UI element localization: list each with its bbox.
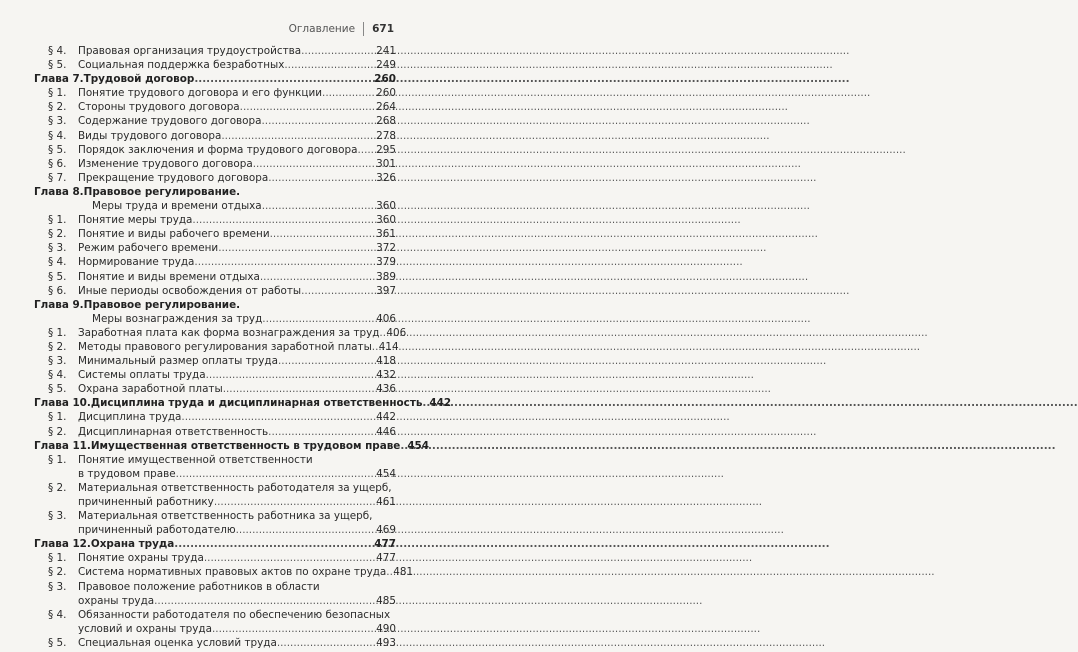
dot-leader <box>218 241 375 255</box>
toc-chapter-entry[interactable] <box>34 185 396 199</box>
entry-page: 469 <box>376 524 396 537</box>
entry-number: § 1. <box>48 87 67 100</box>
dot-leader <box>221 129 375 143</box>
toc-section-entry[interactable] <box>34 58 396 72</box>
toc-section-entry[interactable] <box>34 213 396 227</box>
toc-chapter-entry[interactable] <box>34 312 396 326</box>
toc-section-entry[interactable] <box>34 114 396 128</box>
table-of-contents <box>34 44 452 650</box>
toc-section-entry[interactable] <box>34 622 396 636</box>
dot-leader <box>278 354 375 368</box>
entry-number: § 2. <box>48 566 67 579</box>
entry-page: 372 <box>376 242 396 255</box>
toc-section-entry[interactable] <box>34 255 396 269</box>
entry-title: в трудовом праве <box>78 467 176 480</box>
entry-page: 301 <box>376 157 396 170</box>
entry-title: Обязанности работодателя по обеспечению безопасных <box>78 608 391 621</box>
header-title: Оглавление <box>288 23 356 35</box>
toc-section-entry[interactable] <box>34 509 396 523</box>
entry-number: § 4. <box>48 369 67 382</box>
toc-section-entry[interactable] <box>34 565 414 579</box>
toc-section-entry[interactable] <box>34 551 396 565</box>
toc-section-entry[interactable] <box>34 580 396 594</box>
entry-page: 361 <box>376 228 396 241</box>
toc-section-entry[interactable] <box>34 100 396 114</box>
entry-number: Глава 8. <box>34 185 84 198</box>
dot-leader <box>212 622 375 636</box>
entry-page: 397 <box>376 284 396 297</box>
entry-number: § 1. <box>48 214 67 227</box>
entry-page: 461 <box>376 496 396 508</box>
entry-title: Системы оплаты труда <box>78 369 206 382</box>
entry-page: 260 <box>374 73 396 86</box>
entry-page: 477 <box>374 538 396 551</box>
entry-page: 264 <box>376 101 396 114</box>
entry-page: 454 <box>376 467 396 480</box>
toc-chapter-entry[interactable] <box>34 199 396 213</box>
entry-title: Охрана заработной платы <box>78 383 223 396</box>
entry-number: Глава 10. <box>34 397 91 410</box>
entry-page: 406 <box>376 312 396 325</box>
entry-page: 379 <box>376 256 396 269</box>
entry-title: Социальная поддержка безработных <box>78 59 285 72</box>
entry-number: § 5. <box>48 636 67 649</box>
entry-number: § 1. <box>48 326 67 339</box>
entry-title: Виды трудового договора <box>78 129 222 142</box>
dot-leader <box>357 143 375 157</box>
entry-number: § 5. <box>48 270 67 283</box>
entry-title: Понятие трудового договора и его функции <box>78 87 323 100</box>
dot-leader <box>277 636 375 650</box>
toc-chapter-entry[interactable] <box>34 537 396 551</box>
entry-number: § 3. <box>48 242 67 255</box>
entry-title: Понятие охраны труда <box>78 552 204 565</box>
dot-leader <box>194 72 373 86</box>
dot-leader <box>284 58 375 72</box>
entry-title: причиненный работодателю <box>78 524 236 537</box>
dot-leader <box>176 467 375 481</box>
entry-title: Дисциплина труда <box>78 411 182 424</box>
toc-section-entry[interactable] <box>34 453 396 467</box>
entry-page: 485 <box>376 594 396 607</box>
dot-leader <box>270 227 376 241</box>
entry-title: Правовое положение работников в области <box>78 580 320 593</box>
entry-page: 436 <box>376 383 396 396</box>
entry-page: 241 <box>376 45 396 57</box>
entry-title: Охрана труда <box>90 538 175 551</box>
dot-leader <box>301 284 375 298</box>
dot-leader <box>262 312 375 326</box>
toc-section-entry[interactable] <box>34 157 396 171</box>
toc-section-entry[interactable] <box>34 467 396 481</box>
entry-title: Дисциплина труда и дисциплинарная ответственность <box>90 397 423 410</box>
entry-title: причиненный работнику <box>78 496 214 508</box>
entry-title: Минимальный размер оплаты труда <box>78 355 278 368</box>
entry-number: § 6. <box>48 284 67 297</box>
toc-section-entry[interactable] <box>34 129 396 143</box>
entry-page: 389 <box>376 270 396 283</box>
entry-title: условий и охраны труда <box>78 622 212 635</box>
entry-title: Иные периоды освобождения от работы <box>78 284 302 297</box>
entry-page: 414 <box>378 340 399 353</box>
book-page <box>0 0 452 652</box>
toc-chapter-entry[interactable] <box>34 72 396 86</box>
dot-leader <box>206 368 376 382</box>
toc-section-entry[interactable] <box>34 608 396 622</box>
entry-number: § 7. <box>48 171 67 184</box>
toc-section-entry[interactable] <box>34 227 396 241</box>
dot-leader <box>301 44 375 58</box>
dot-leader <box>262 114 376 128</box>
entry-title: Содержание трудового договора <box>78 115 262 128</box>
entry-title: Имущественная ответственность в трудовом праве <box>90 439 401 452</box>
entry-page: 406 <box>386 326 407 339</box>
toc-section-entry[interactable] <box>34 481 396 495</box>
running-header <box>289 22 394 36</box>
toc-section-entry[interactable] <box>34 340 399 354</box>
entry-page: 442 <box>376 411 396 424</box>
entry-page: 260 <box>376 87 396 100</box>
entry-title: Правовое регулирование. <box>83 298 241 311</box>
entry-title: Материальная ответственность работодателя за ущерб, <box>78 481 392 494</box>
entry-number: § 5. <box>48 143 67 156</box>
entry-number: § 6. <box>48 157 67 170</box>
entry-page: 360 <box>376 200 396 213</box>
toc-chapter-entry[interactable] <box>34 396 452 410</box>
entry-number: § 4. <box>48 256 67 269</box>
entry-title: Методы правового регулирования заработной платы <box>78 340 372 353</box>
entry-page: 249 <box>376 59 396 72</box>
toc-section-entry[interactable] <box>34 44 396 58</box>
entry-title: Система нормативных правовых актов по охране труда <box>78 566 387 579</box>
page-number: 671 <box>372 23 394 35</box>
entry-title: Трудовой договор <box>83 73 195 86</box>
entry-page: 432 <box>376 369 396 382</box>
toc-section-entry[interactable] <box>34 636 396 650</box>
header-divider <box>363 22 364 36</box>
entry-title: Дисциплинарная ответственность <box>78 425 269 438</box>
entry-page: 477 <box>376 552 396 565</box>
entry-number: § 4. <box>48 608 67 621</box>
entry-title: Понятие и виды времени отдыха <box>78 270 260 283</box>
toc-section-entry[interactable] <box>34 143 396 157</box>
toc-section-entry[interactable] <box>34 425 396 439</box>
toc-chapter-entry[interactable] <box>34 298 396 312</box>
entry-number: § 1. <box>48 453 67 466</box>
toc-section-entry[interactable] <box>34 171 396 185</box>
entry-page: 268 <box>376 115 396 128</box>
dot-leader <box>204 551 375 565</box>
toc-section-entry[interactable] <box>34 326 407 340</box>
entry-number: § 1. <box>48 411 67 424</box>
dot-leader <box>223 382 375 396</box>
entry-number: § 4. <box>48 45 67 57</box>
toc-section-entry[interactable] <box>34 368 396 382</box>
entry-title: Материальная ответственность работника за ущерб, <box>78 510 373 523</box>
entry-number: § 5. <box>48 383 67 396</box>
entry-page: 446 <box>376 425 396 438</box>
toc-section-entry[interactable] <box>34 495 396 509</box>
entry-page: 418 <box>376 355 396 368</box>
dot-leader <box>154 594 375 608</box>
dot-leader <box>174 537 373 551</box>
entry-title: Правовое регулирование. <box>83 185 241 198</box>
dot-leader <box>214 495 375 509</box>
dot-leader <box>268 171 375 185</box>
toc-section-entry[interactable] <box>34 382 396 396</box>
dot-leader <box>192 213 375 227</box>
toc-section-entry[interactable] <box>34 284 396 298</box>
entry-page: 360 <box>376 214 396 227</box>
toc-chapter-entry[interactable] <box>34 439 430 453</box>
entry-page: 454 <box>407 439 430 452</box>
entry-number: § 3. <box>48 355 67 368</box>
entry-title: Понятие имущественной ответственности <box>78 453 313 466</box>
entry-title: Понятие и виды рабочего времени <box>78 228 270 241</box>
entry-number: Глава 11. <box>34 439 91 452</box>
entry-number: § 5. <box>48 59 67 72</box>
entry-page: 278 <box>376 129 396 142</box>
toc-section-entry[interactable] <box>34 523 396 537</box>
entry-number: Глава 9. <box>34 298 84 311</box>
dot-leader <box>253 157 375 171</box>
toc-section-entry[interactable] <box>34 241 396 255</box>
entry-title: Стороны трудового договора <box>78 101 240 114</box>
entry-number: § 2. <box>48 481 67 494</box>
dot-leader <box>240 100 375 114</box>
toc-section-entry[interactable] <box>34 594 396 608</box>
toc-section-entry[interactable] <box>34 354 396 368</box>
entry-page: 481 <box>393 566 414 579</box>
entry-number: § 2. <box>48 425 67 438</box>
dot-leader <box>181 410 375 424</box>
entry-title: Меры вознаграждения за труд <box>92 312 263 325</box>
dot-leader <box>194 255 375 269</box>
entry-title: Нормирование труда <box>78 256 195 269</box>
dot-leader <box>236 523 376 537</box>
dot-leader <box>268 425 375 439</box>
entry-title: Изменение трудового договора <box>78 157 253 170</box>
entry-number: § 2. <box>48 340 67 353</box>
entry-title: Режим рабочего времени <box>78 242 219 255</box>
entry-page: 493 <box>376 636 396 649</box>
entry-title: Понятие меры труда <box>78 214 193 227</box>
dot-leader <box>260 270 375 284</box>
entry-number: § 3. <box>48 115 67 128</box>
entry-title: Заработная плата как форма вознаграждения за труд <box>78 326 380 339</box>
dot-leader <box>322 86 375 100</box>
entry-title: Специальная оценка условий труда <box>78 636 277 649</box>
entry-title: Меры труда и времени отдыха <box>92 200 262 213</box>
entry-number: § 2. <box>48 228 67 241</box>
entry-page: 326 <box>376 171 396 184</box>
entry-page: 295 <box>376 143 396 156</box>
entry-page: 490 <box>376 622 396 635</box>
entry-number: § 3. <box>48 510 67 523</box>
entry-number: Глава 7. <box>34 73 84 86</box>
entry-title: Порядок заключения и форма трудового договора <box>78 143 358 156</box>
entry-title: Прекращение трудового договора <box>78 171 269 184</box>
dot-leader <box>262 199 375 213</box>
entry-page: 442 <box>429 397 452 410</box>
toc-section-entry[interactable] <box>34 86 396 100</box>
entry-number: § 1. <box>48 552 67 565</box>
entry-number: § 3. <box>48 580 67 593</box>
entry-number: § 2. <box>48 101 67 114</box>
entry-title: охраны труда <box>78 594 155 607</box>
entry-title: Правовая организация трудоустройства <box>78 45 302 57</box>
entry-number: § 4. <box>48 129 67 142</box>
toc-section-entry[interactable] <box>34 270 396 284</box>
toc-section-entry[interactable] <box>34 410 396 424</box>
entry-number: Глава 12. <box>34 538 91 551</box>
